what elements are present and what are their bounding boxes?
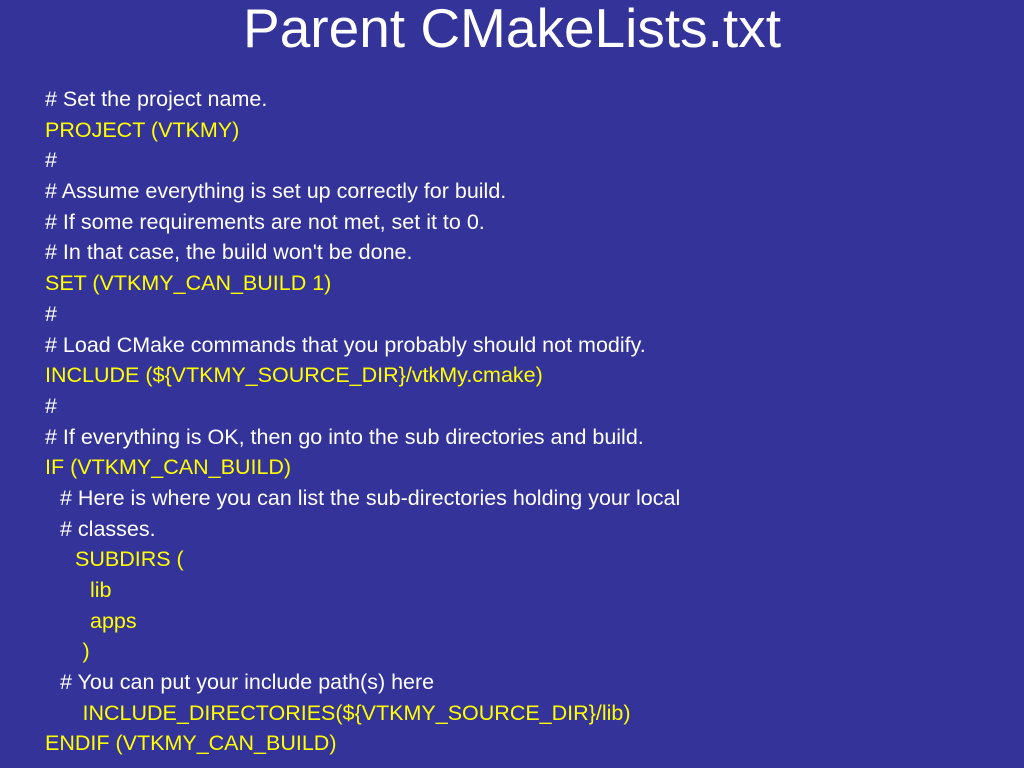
- comment-line: # In that case, the build won't be done.: [45, 240, 413, 265]
- slide-title: Parent CMakeLists.txt: [243, 0, 781, 59]
- comment-line: # Load CMake commands that you probably should not modify.: [45, 332, 646, 357]
- comment-line: #: [45, 393, 57, 418]
- code-line: IF (VTKMY_CAN_BUILD): [45, 455, 292, 480]
- comment-line: #: [45, 301, 57, 326]
- code-line: SET (VTKMY_CAN_BUILD 1): [45, 271, 332, 296]
- comment-line: # Set the project name.: [45, 87, 268, 111]
- comment-line: #: [45, 148, 57, 173]
- cmake-listing: [45, 84, 1005, 759]
- comment-line: # classes.: [60, 516, 156, 541]
- code-line: ENDIF (VTKMY_CAN_BUILD): [45, 731, 337, 756]
- code-line: ): [82, 639, 90, 664]
- code-line: SUBDIRS (: [75, 547, 184, 572]
- code-line: INCLUDE_DIRECTORIES(${VTKMY_SOURCE_DIR}/lib): [82, 700, 631, 725]
- code-line: lib: [90, 578, 112, 602]
- comment-line: # Assume everything is set up correctly for build.: [45, 179, 507, 204]
- comment-line: # If some requirements are not met, set it to 0.: [45, 209, 485, 234]
- code-line: INCLUDE (${VTKMY_SOURCE_DIR}/vtkMy.cmake): [45, 363, 543, 388]
- code-line: apps: [90, 608, 137, 633]
- comment-line: # Here is where you can list the sub-directories holding your local: [60, 485, 681, 510]
- comment-line: # You can put your include path(s) here: [60, 670, 435, 695]
- code-line: PROJECT (VTKMY): [45, 117, 240, 142]
- comment-line: # If everything is OK, then go into the sub directories and build.: [45, 424, 644, 449]
